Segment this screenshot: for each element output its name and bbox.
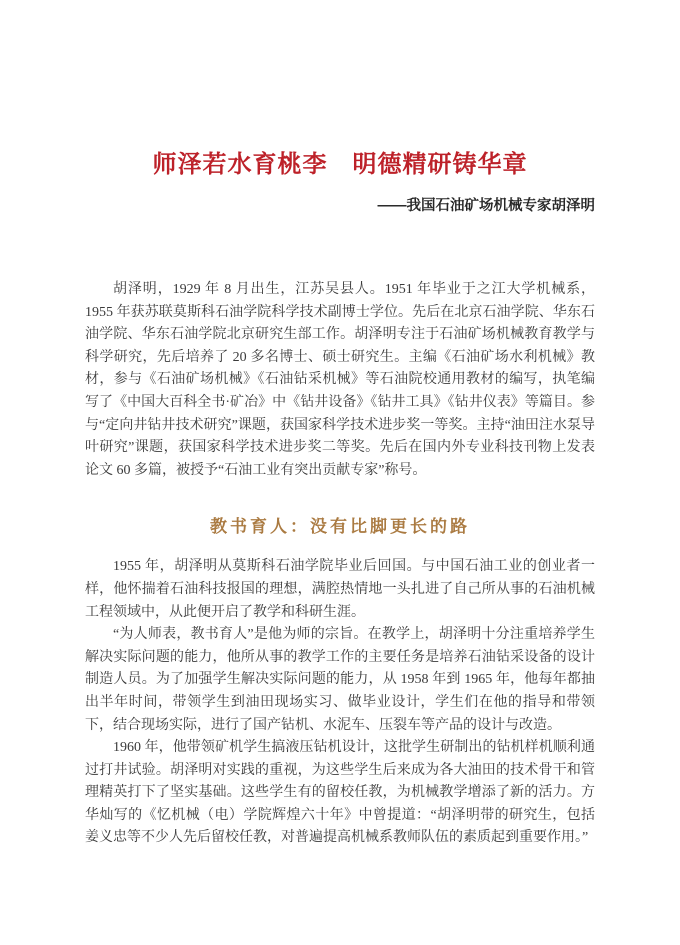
- section-paragraph-1: 1955 年，胡泽明从莫斯科石油学院毕业后回国。与中国石油工业的创业者一样，他怀揣着石油科技报国的理想，满腔热情地一头扎进了自己所从事的石油机械工程领域中，从此便开启了教学和科研生涯。: [85, 559, 595, 620]
- document-subtitle: ——我国石油矿场机械专家胡泽明: [377, 198, 595, 214]
- section-paragraph-2: “为人师表，教书育人”是他为师的宗旨。在教学上，胡泽明十分注重培养学生解决实际问题的能力，他所从事的教学工作的主要任务是培养石油钻采设备的设计制造人员。为了加强学生解决实际问题的能力，从 1958 年到 1965 年，他每年都抽出半年时间，带领学生到油田现场实习、做毕业设计，学生们在他的指导和带领下，结合现场实际，进行了国产钻机、水泥车、压裂车等产品的设计与改造。: [85, 627, 595, 733]
- section-paragraph-3: 1960 年，他带领矿机学生搞液压钻机设计，这批学生研制出的钻机样机顺利通过打井试验。胡泽明对实践的重视，为这些学生后来成为各大油田的技术骨干和管理精英打下了坚实基础。这些学生有的留校任教，为机械教学增添了新的活力。方华灿写的《忆机械（电）学院辉煌六十年》中曾提道：“胡泽明带的研究生，包括姜义忠等不少人先后留校任教，对普遍提高机械系教师队伍的素质起到重要作用。”: [85, 740, 595, 846]
- section-heading: 教书育人：没有比脚更长的路: [210, 517, 470, 537]
- page-content: [85, 0, 595, 850]
- intro-paragraph: 胡泽明，1929 年 8 月出生，江苏吴县人。1951 年毕业于之江大学机械系，1955 年获苏联莫斯科石油学院科学技术副博士学位。先后在北京石油学院、华东石油学院、华东石油学院北京研究生部工作。胡泽明专注于石油矿场机械教育教学与科学研究，先后培养了 20 多名博士、硕士研究生。主编《石油矿场水利机械》教材，参与《石油矿场机械》《石油钻采机械》等石油院校通用教材的编写，执笔编写了《中国大百科全书·矿冶》中《钻井设备》《钻井工具》《钻井仪表》等篇目。参与“定向井钻井技术研究”课题，获国家科学技术进步奖一等奖。主持“油田注水泵导叶研究”课题，获国家科学技术进步奖二等奖。先后在国内外专业科技刊物上发表论文 60 多篇，被授予“石油工业有突出贡献专家”称号。: [85, 282, 595, 478]
- document-title: 师泽若水育桃李 明德精研铸华章: [152, 152, 528, 178]
